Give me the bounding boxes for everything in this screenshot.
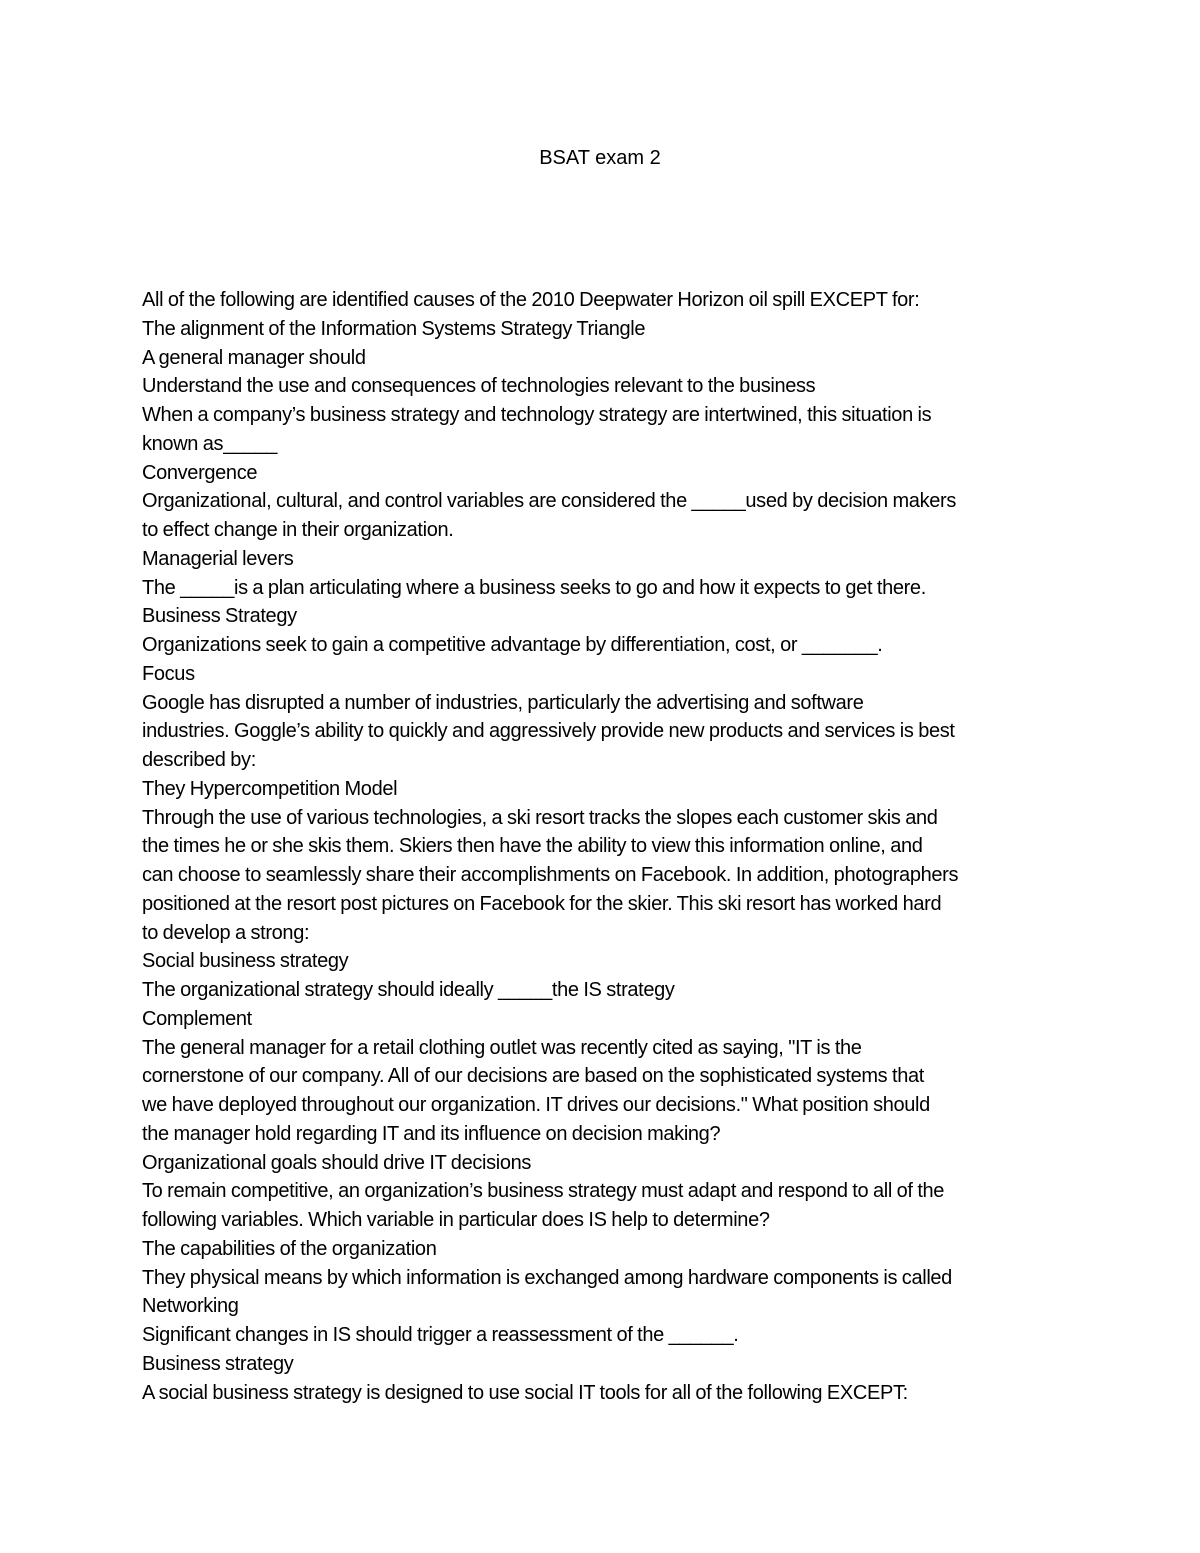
document-line: Through the use of various technologies, a ski resort tracks the slopes each customer skis and <box>142 806 938 829</box>
document-body <box>142 286 1067 1407</box>
document-line: described by: <box>142 749 256 771</box>
document-line: Organizations seek to gain a competitive advantage by differentiation, cost, or _______. <box>142 634 883 656</box>
document-line: Managerial levers <box>142 547 294 570</box>
document-line: positioned at the resort post pictures on Facebook for the skier. This ski resort has worked hard <box>142 892 942 915</box>
document-line: Focus <box>142 662 195 685</box>
document-line: the times he or she skis them. Skiers then have the ability to view this information online, and <box>142 835 923 858</box>
document-line: A social business strategy is designed to use social IT tools for all of the following EXCEPT: <box>142 1381 908 1404</box>
document-line: They Hypercompetition Model <box>142 777 398 800</box>
document-line: Significant changes in IS should trigger a reassessment of the ______. <box>142 1324 739 1346</box>
document-line: The alignment of the Information Systems Strategy Triangle <box>142 317 646 340</box>
document-line: can choose to seamlessly share their accomplishments on Facebook. In addition, photographers <box>142 864 959 886</box>
document-line: They physical means by which information is exchanged among hardware components is called <box>142 1266 952 1289</box>
document-line: A general manager should <box>142 346 366 369</box>
document-line: The general manager for a retail clothing outlet was recently cited as saying, "IT is the <box>142 1036 862 1059</box>
document-line: Business strategy <box>142 1352 294 1375</box>
document-line: we have deployed throughout our organization. IT drives our decisions." What position should <box>142 1094 930 1116</box>
document-title: BSAT exam 2 <box>539 147 661 169</box>
document-line: Social business strategy <box>142 950 349 973</box>
document-line: Networking <box>142 1295 239 1318</box>
document-line: cornerstone of our company. All of our decisions are based on the sophisticated systems that <box>142 1065 924 1088</box>
document-line: known as_____ <box>142 432 278 455</box>
document-line: Understand the use and consequences of technologies relevant to the business <box>142 375 816 398</box>
document-line: The _____is a plan articulating where a business seeks to go and how it expects to get there. <box>142 576 926 599</box>
document-line: The organizational strategy should ideally _____the IS strategy <box>142 979 675 1001</box>
document-line: to develop a strong: <box>142 921 310 944</box>
document-line: the manager hold regarding IT and its influence on decision making? <box>142 1122 721 1145</box>
document-line: Organizational, cultural, and control variables are considered the _____used by decision makers <box>142 490 956 513</box>
document-line: All of the following are identified causes of the 2010 Deepwater Horizon oil spill EXCEPT for: <box>142 289 920 311</box>
document-line: Business Strategy <box>142 605 297 628</box>
document-line: following variables. Which variable in particular does IS help to determine? <box>142 1209 770 1231</box>
document-line: to effect change in their organization. <box>142 519 454 541</box>
document-line: To remain competitive, an organization’s business strategy must adapt and respond to all of the <box>142 1180 945 1203</box>
document-line: The capabilities of the organization <box>142 1237 437 1260</box>
document-line: Convergence <box>142 461 258 484</box>
document-line: Organizational goals should drive IT decisions <box>142 1151 532 1174</box>
document-line: Complement <box>142 1007 252 1030</box>
document-line: Google has disrupted a number of industries, particularly the advertising and software <box>142 691 864 714</box>
document-line: industries. Goggle’s ability to quickly and aggressively provide new products and services is best <box>142 720 955 743</box>
document-line: When a company’s business strategy and technology strategy are intertwined, this situation is <box>142 404 932 426</box>
